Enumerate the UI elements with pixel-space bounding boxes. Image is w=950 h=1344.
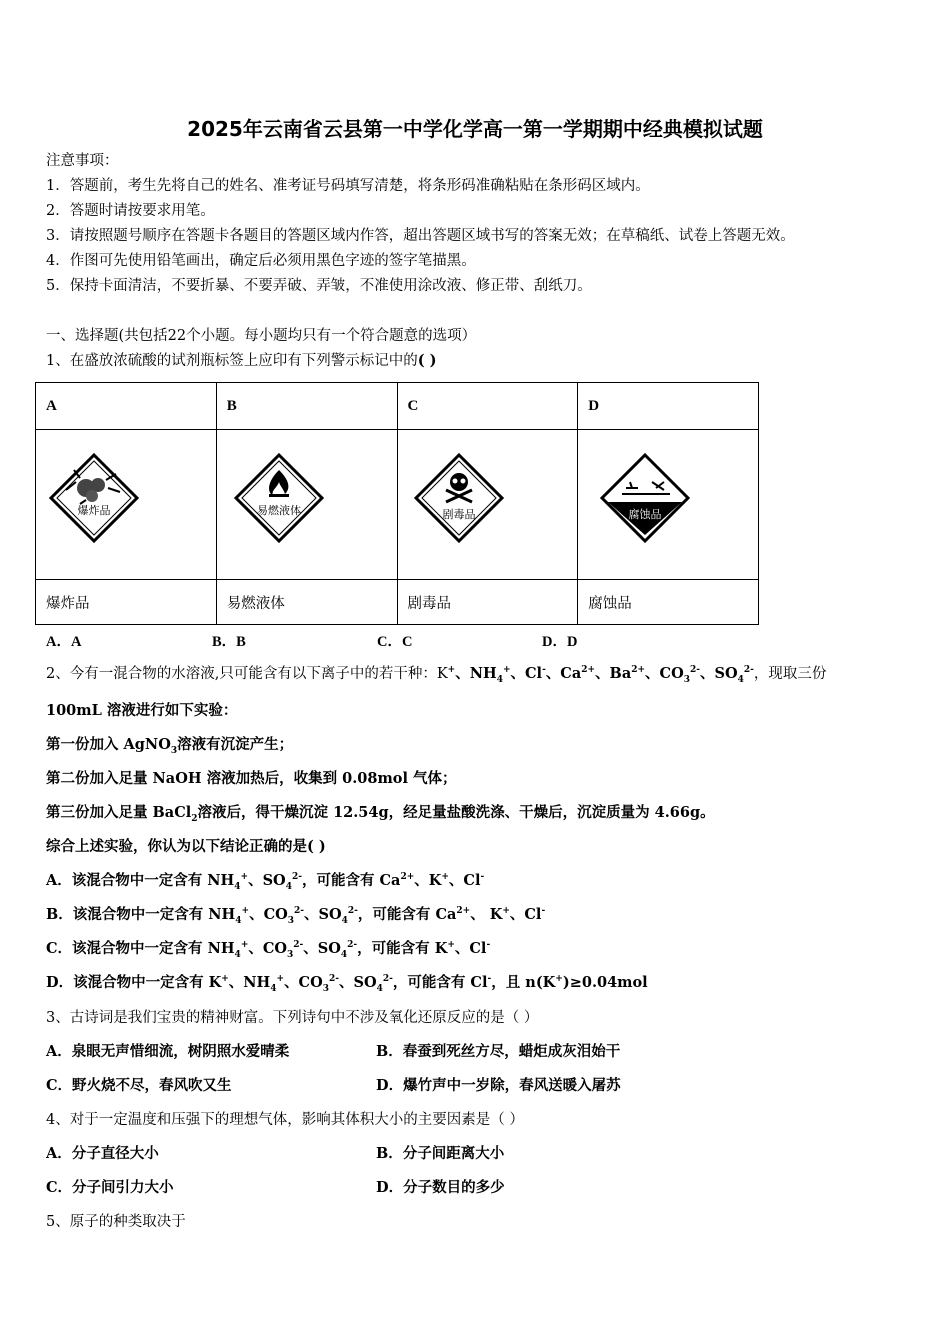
q4-stem: 4、对于一定温度和压强下的理想气体，影响其体积大小的主要因素是（ ） (46, 1112, 524, 1128)
q1-figure-table (35, 382, 759, 625)
q1-stem: 1、在盛放浓硫酸的试剂瓶标签上应印有下列警示标记中的( ) (46, 352, 437, 369)
notice-item-4: 4．作图可先使用铅笔画出，确定后必须用黑色字迹的签字笔描黑。 (46, 253, 476, 269)
section-heading: 一、选择题(共包括22个小题。每小题均只有一个符合题意的选项） (46, 328, 477, 344)
flammable-sign-cell (216, 430, 397, 580)
explosive-sign-icon (36, 430, 216, 575)
q3-option-a[interactable]: A．泉眼无声惜细流，树阴照水爱晴柔 (46, 1043, 290, 1060)
q2-exp3: 第三份加入足量 BaCl$_2$溶液后，得干燥沉淀 12.54g，经足量盐酸洗涤、干燥后，沉淀质量为 4.66g。 (46, 804, 715, 824)
q1-label-a: 爆炸品 (36, 580, 217, 625)
corrosive-sign-icon (578, 430, 758, 575)
toxic-sign-cell (397, 430, 578, 580)
q1-header-a: A (36, 383, 217, 430)
flammable-liquid-sign-icon (217, 430, 397, 575)
q1-label-d: 腐蚀品 (578, 580, 759, 625)
q3-stem: 3、古诗词是我们宝贵的精神财富。下列诗句中不涉及氧化还原反应的是（ ） (46, 1010, 539, 1026)
notice-heading: 注意事项： (46, 153, 119, 169)
q2-option-b[interactable]: B．该混合物中一定含有 $NH_4^+$、$CO_3^{2-}$、$SO_4^{2-}$，可能含有 $Ca^{2+}$、 K+、Cl- (46, 906, 546, 926)
q1-label-b: 易燃液体 (216, 580, 397, 625)
notice-item-2: 2．答题时请按要求用笔。 (46, 203, 215, 219)
notice-item-1: 1．答题前，考生先将自己的姓名、准考证号码填写清楚，将条形码准确粘贴在条形码区域内。 (46, 178, 650, 194)
q2-option-d[interactable]: D．该混合物中一定含有 K+、$NH_4^+$、$CO_3^{2-}$、$SO_4^{2-}$，可能含有 Cl-，且 n(K+)≥0.04mol (46, 974, 648, 994)
q2-conclusion: 综合上述实验，你认为以下结论正确的是( ) (46, 838, 326, 855)
q2-option-a[interactable]: A．该混合物中一定含有 $NH_4^+$、$SO_4^{2-}$，可能含有 $Ca^{2+}$、K+、Cl- (46, 872, 485, 892)
q3-option-b[interactable]: B．春蚕到死丝方尽，蜡炬成灰泪始干 (376, 1043, 621, 1060)
q1-option-d[interactable]: D．D (542, 634, 578, 650)
notice-item-3: 3．请按照题号顺序在答题卡各题目的答题区域内作答，超出答题区域书写的答案无效；在草稿纸、试卷上答题无效。 (46, 228, 795, 244)
q2-line2: 100mL 溶液进行如下实验： (46, 702, 238, 719)
explosive-sign-text: 爆炸品 (77, 504, 111, 517)
flammable-sign-text: 易燃液体 (256, 504, 301, 517)
q1-option-a[interactable]: A．A (46, 634, 82, 650)
corrosive-sign-text: 腐蚀品 (628, 508, 662, 521)
toxic-sign-icon (398, 430, 578, 575)
q4-option-a[interactable]: A．分子直径大小 (46, 1145, 159, 1162)
q5-stem: 5、原子的种类取决于 (46, 1214, 186, 1230)
q2-exp1: 第一份加入 AgNO$_3$溶液有沉淀产生； (46, 736, 294, 756)
q1-label-c: 剧毒品 (397, 580, 578, 625)
q3-option-d[interactable]: D．爆竹声中一岁除，春风送暖入屠苏 (376, 1077, 621, 1094)
q4-option-b[interactable]: B．分子间距离大小 (376, 1145, 505, 1162)
q1-header-c: C (397, 383, 578, 430)
q1-header-b: B (216, 383, 397, 430)
q4-option-c[interactable]: C．分子间引力大小 (46, 1179, 174, 1196)
corrosive-sign-cell (578, 430, 759, 580)
q4-option-d[interactable]: D．分子数目的多少 (376, 1179, 505, 1196)
explosive-sign-cell (36, 430, 217, 580)
toxic-sign-text: 剧毒品 (442, 508, 475, 521)
q2-exp2: 第二份加入足量 NaOH 溶液加热后，收集到 0.08mol 气体； (46, 770, 457, 787)
q3-option-c[interactable]: C．野火烧不尽，春风吹又生 (46, 1077, 232, 1094)
q2-stem: 2、今有一混合物的水溶液,只可能含有以下离子中的若干种：K+、$NH_4^+$、Cl-、$Ca^{2+}$、$Ba^{2+}$、$CO_3^{2-}$、$SO_4^{2-}$，现取三份 (46, 665, 827, 685)
notice-item-5: 5．保持卡面清洁，不要折暴、不要弄破、弄皱，不准使用涂改液、修正带、刮纸刀。 (46, 278, 592, 294)
q1-header-d: D (578, 383, 759, 430)
page-title: 2025年云南省云县第一中学化学高一第一学期期中经典模拟试题 (187, 117, 763, 141)
q1-option-c[interactable]: C．C (377, 634, 413, 650)
q1-option-b[interactable]: B．B (212, 634, 246, 650)
q2-option-c[interactable]: C．该混合物中一定含有 $NH_4^+$、$CO_3^{2-}$、$SO_4^{2-}$，可能含有 K+、Cl- (46, 940, 491, 960)
